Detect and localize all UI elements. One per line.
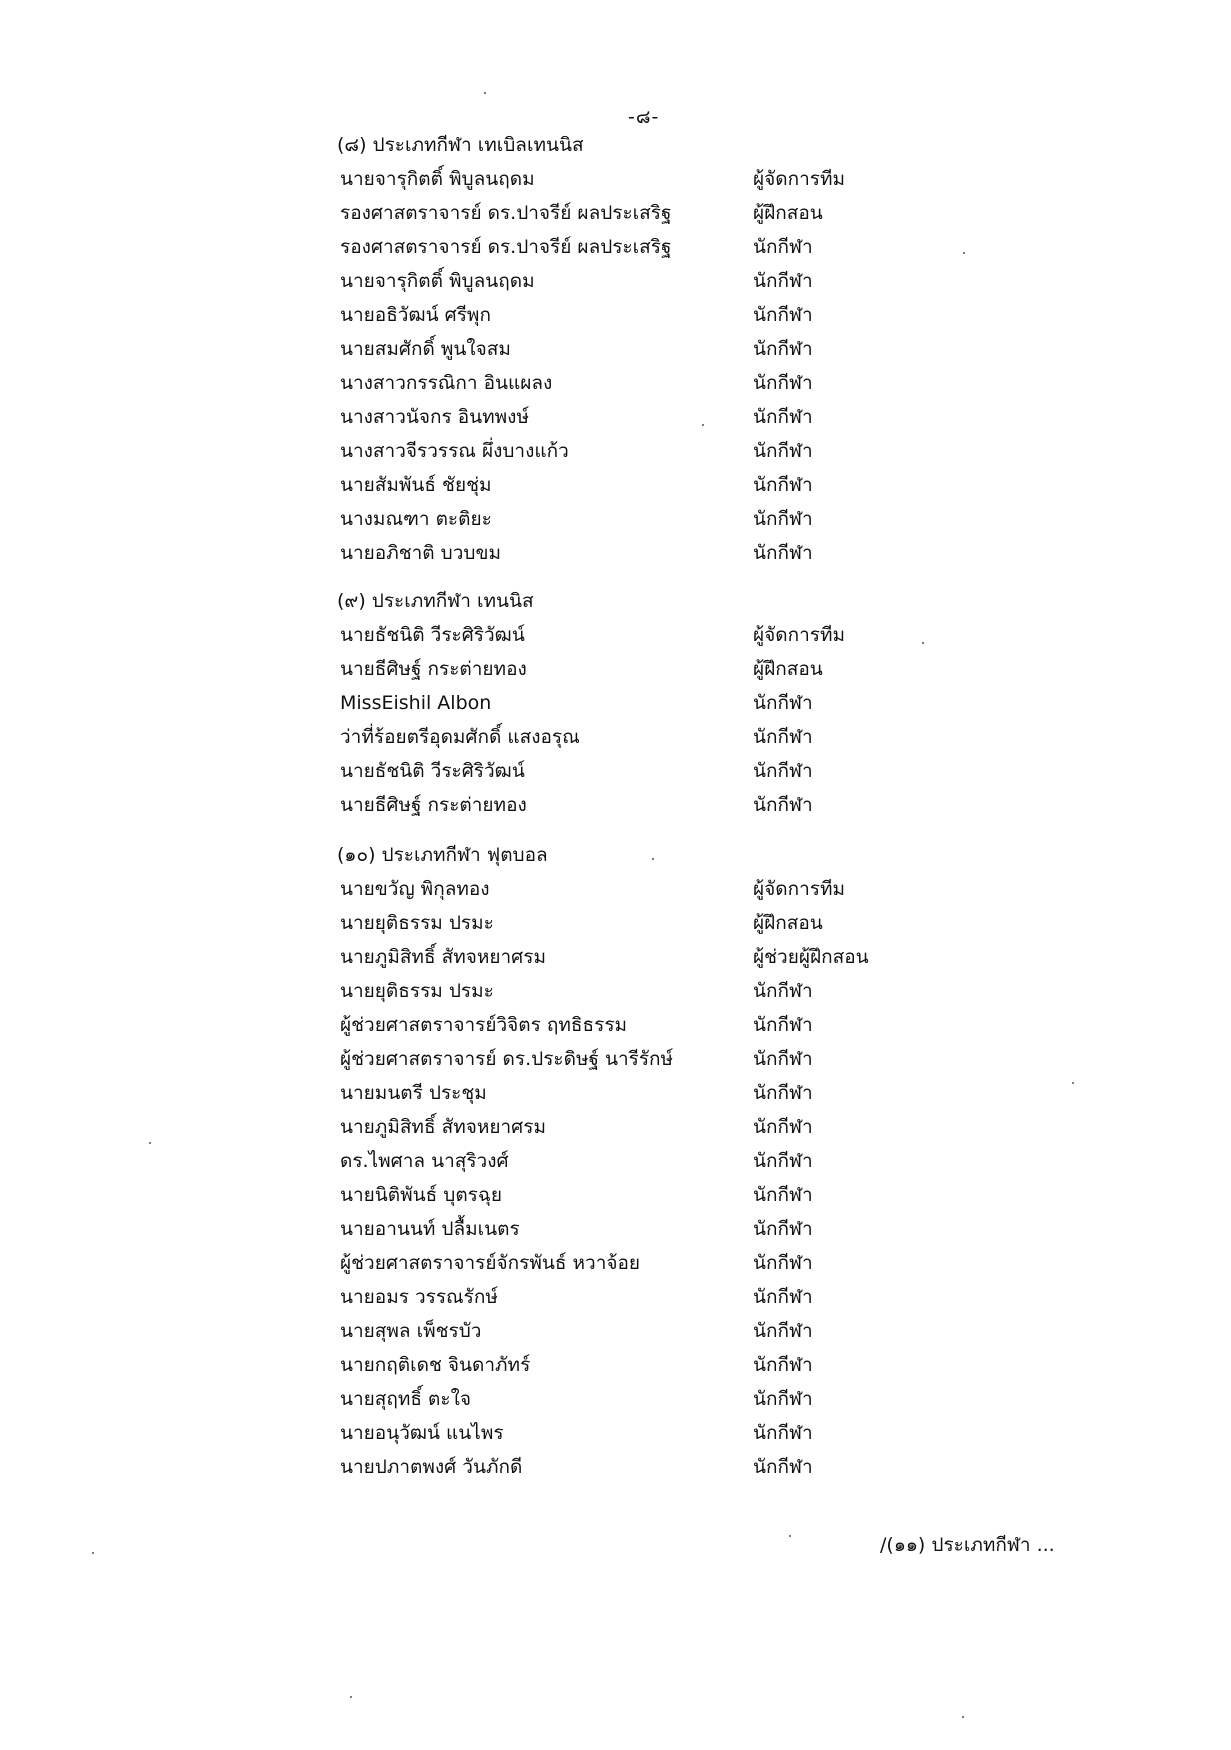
list-item xyxy=(0,1148,1231,1174)
member-role: นักกีฬา xyxy=(753,1252,813,1274)
member-name: นายอภิชาติ บวบขม xyxy=(340,542,501,564)
scan-speck xyxy=(1072,1082,1074,1084)
member-name: นางมณฑา ตะติยะ xyxy=(340,508,492,530)
list-item xyxy=(0,1420,1231,1446)
section-heading: (๘) ประเภทกีฬา เทเบิลเทนนิส xyxy=(337,134,584,156)
member-name: นายภูมิสิทธิ์ สัทจหยาศรม xyxy=(340,946,546,968)
list-item xyxy=(0,268,1231,294)
list-item xyxy=(0,302,1231,328)
member-name: ผู้ช่วยศาสตราจารย์ ดร.ประดิษฐ์ นารีรักษ์ xyxy=(340,1048,674,1070)
page-number: -๘- xyxy=(628,106,660,128)
list-item xyxy=(0,1114,1231,1140)
list-item xyxy=(0,200,1231,226)
member-role: นักกีฬา xyxy=(753,1388,813,1410)
member-role: นักกีฬา xyxy=(753,474,813,496)
member-name: นายขวัญ พิกุลทอง xyxy=(340,878,490,900)
list-item xyxy=(0,1012,1231,1038)
list-item xyxy=(0,438,1231,464)
member-name: รองศาสตราจารย์ ดร.ปาจรีย์ ผลประเสริฐ xyxy=(340,236,672,258)
list-item xyxy=(0,404,1231,430)
member-name: ว่าที่ร้อยตรีอุดมศักดิ์ แสงอรุณ xyxy=(340,726,580,748)
list-item xyxy=(0,234,1231,260)
continuation-note: /(๑๑) ประเภทกีฬา ... xyxy=(880,1534,1055,1556)
list-item xyxy=(0,540,1231,566)
list-item xyxy=(0,876,1231,902)
member-role: นักกีฬา xyxy=(753,1184,813,1206)
scan-speck xyxy=(962,1716,964,1718)
member-name: นายภูมิสิทธิ์ สัทจหยาศรม xyxy=(340,1116,546,1138)
list-item xyxy=(0,1250,1231,1276)
member-role: นักกีฬา xyxy=(753,406,813,428)
member-name: นายธัชนิติ วีระศิริวัฒน์ xyxy=(340,624,525,646)
member-name: รองศาสตราจารย์ ดร.ปาจรีย์ ผลประเสริฐ xyxy=(340,202,672,224)
list-item xyxy=(0,1352,1231,1378)
scan-speck xyxy=(652,858,654,860)
list-item xyxy=(0,656,1231,682)
member-role: นักกีฬา xyxy=(753,338,813,360)
list-item xyxy=(0,1284,1231,1310)
member-role: นักกีฬา xyxy=(753,1456,813,1478)
member-name: นายจารุกิตติ์ พิบูลนฤดม xyxy=(340,270,535,292)
member-name: นายอมร วรรณรักษ์ xyxy=(340,1286,498,1308)
member-name: นายอนุวัฒน์ แนไพร xyxy=(340,1422,504,1444)
member-role: นักกีฬา xyxy=(753,542,813,564)
member-role: นักกีฬา xyxy=(753,1354,813,1376)
member-name: นายธีศิษฐ์ กระต่ายทอง xyxy=(340,658,527,680)
list-item xyxy=(0,506,1231,532)
scan-speck xyxy=(789,1535,791,1537)
member-role: นักกีฬา xyxy=(753,1422,813,1444)
member-role: นักกีฬา xyxy=(753,508,813,530)
list-item xyxy=(0,944,1231,970)
scan-speck xyxy=(702,424,704,426)
scan-speck xyxy=(484,92,486,94)
list-item xyxy=(0,166,1231,192)
member-role: นักกีฬา xyxy=(753,1320,813,1342)
list-item xyxy=(0,978,1231,1004)
member-role: นักกีฬา xyxy=(753,1014,813,1036)
member-role: นักกีฬา xyxy=(753,692,813,714)
member-name: MissEishil Albon xyxy=(340,692,492,714)
list-item xyxy=(0,1318,1231,1344)
member-role: นักกีฬา xyxy=(753,1218,813,1240)
scan-speck xyxy=(149,1142,151,1144)
member-name: นายอานนท์ ปลื้มเนตร xyxy=(340,1218,520,1240)
member-name: นายสุพล เพ็ชรบัว xyxy=(340,1320,482,1342)
list-item xyxy=(0,1046,1231,1072)
scan-speck xyxy=(92,1552,94,1554)
member-role: ผู้ฝึกสอน xyxy=(753,658,823,680)
member-name: นายกฤติเดช จินดาภัทร์ xyxy=(340,1354,531,1376)
member-role: นักกีฬา xyxy=(753,1048,813,1070)
member-role: นักกีฬา xyxy=(753,794,813,816)
member-role: ผู้จัดการทีม xyxy=(753,168,846,190)
member-role: ผู้ฝึกสอน xyxy=(753,202,823,224)
member-name: นายยุติธรรม ปรมะ xyxy=(340,980,494,1002)
member-name: นายมนตรี ประชุม xyxy=(340,1082,487,1104)
member-role: ผู้ฝึกสอน xyxy=(753,912,823,934)
member-role: นักกีฬา xyxy=(753,1082,813,1104)
member-role: ผู้ช่วยผู้ฝึกสอน xyxy=(753,946,869,968)
member-name: นายธีศิษฐ์ กระต่ายทอง xyxy=(340,794,527,816)
list-item xyxy=(0,336,1231,362)
member-name: นายสุฤทธิ์ ตะใจ xyxy=(340,1388,472,1410)
list-item xyxy=(0,1386,1231,1412)
list-item xyxy=(0,622,1231,648)
scan-speck xyxy=(963,252,965,254)
member-role: นักกีฬา xyxy=(753,760,813,782)
section-heading: (๑๐) ประเภทกีฬา ฟุตบอล xyxy=(337,844,548,866)
member-role: นักกีฬา xyxy=(753,270,813,292)
scan-speck xyxy=(350,1696,352,1698)
scan-speck xyxy=(922,642,924,644)
member-name: นายปภาตพงศ์ วันภักดี xyxy=(340,1456,523,1478)
member-name: ผู้ช่วยศาสตราจารย์จักรพันธ์ หวาจ้อย xyxy=(340,1252,641,1274)
member-name: นายธัชนิติ วีระศิริวัฒน์ xyxy=(340,760,525,782)
member-role: ผู้จัดการทีม xyxy=(753,624,846,646)
list-item xyxy=(0,1080,1231,1106)
member-role: นักกีฬา xyxy=(753,726,813,748)
member-role: นักกีฬา xyxy=(753,1116,813,1138)
member-name: นายยุติธรรม ปรมะ xyxy=(340,912,494,934)
member-role: นักกีฬา xyxy=(753,304,813,326)
section-heading: (๙) ประเภทกีฬา เทนนิส xyxy=(337,590,534,612)
list-item xyxy=(0,1182,1231,1208)
member-name: ผู้ช่วยศาสตราจารย์วิจิตร ฤทธิธรรม xyxy=(340,1014,628,1036)
member-role: นักกีฬา xyxy=(753,1286,813,1308)
list-item xyxy=(0,724,1231,750)
member-name: นายนิติพันธ์ บุตรฉุย xyxy=(340,1184,502,1206)
list-item xyxy=(0,758,1231,784)
member-role: นักกีฬา xyxy=(753,980,813,1002)
member-name: นายสัมพันธ์ ชัยชุ่ม xyxy=(340,474,492,496)
member-name: นายจารุกิตติ์ พิบูลนฤดม xyxy=(340,168,535,190)
list-item xyxy=(0,910,1231,936)
list-item xyxy=(0,690,1231,716)
member-name: นายอธิวัฒน์ ศรีพุก xyxy=(340,304,491,326)
list-item xyxy=(0,370,1231,396)
member-role: นักกีฬา xyxy=(753,440,813,462)
member-name: นายสมศักดิ์ พูนใจสม xyxy=(340,338,511,360)
list-item xyxy=(0,1216,1231,1242)
member-name: นางสาวจีรวรรณ ผึ่งบางแก้ว xyxy=(340,440,569,462)
list-item xyxy=(0,472,1231,498)
member-role: นักกีฬา xyxy=(753,236,813,258)
member-role: นักกีฬา xyxy=(753,1150,813,1172)
member-role: ผู้จัดการทีม xyxy=(753,878,846,900)
list-item xyxy=(0,792,1231,818)
member-role: นักกีฬา xyxy=(753,372,813,394)
member-name: นางสาวนัจกร อินทพงษ์ xyxy=(340,406,529,428)
member-name: นางสาวกรรณิกา อินแผลง xyxy=(340,372,553,394)
list-item xyxy=(0,1454,1231,1480)
member-name: ดร.ไพศาล นาสุริวงศ์ xyxy=(340,1150,509,1172)
